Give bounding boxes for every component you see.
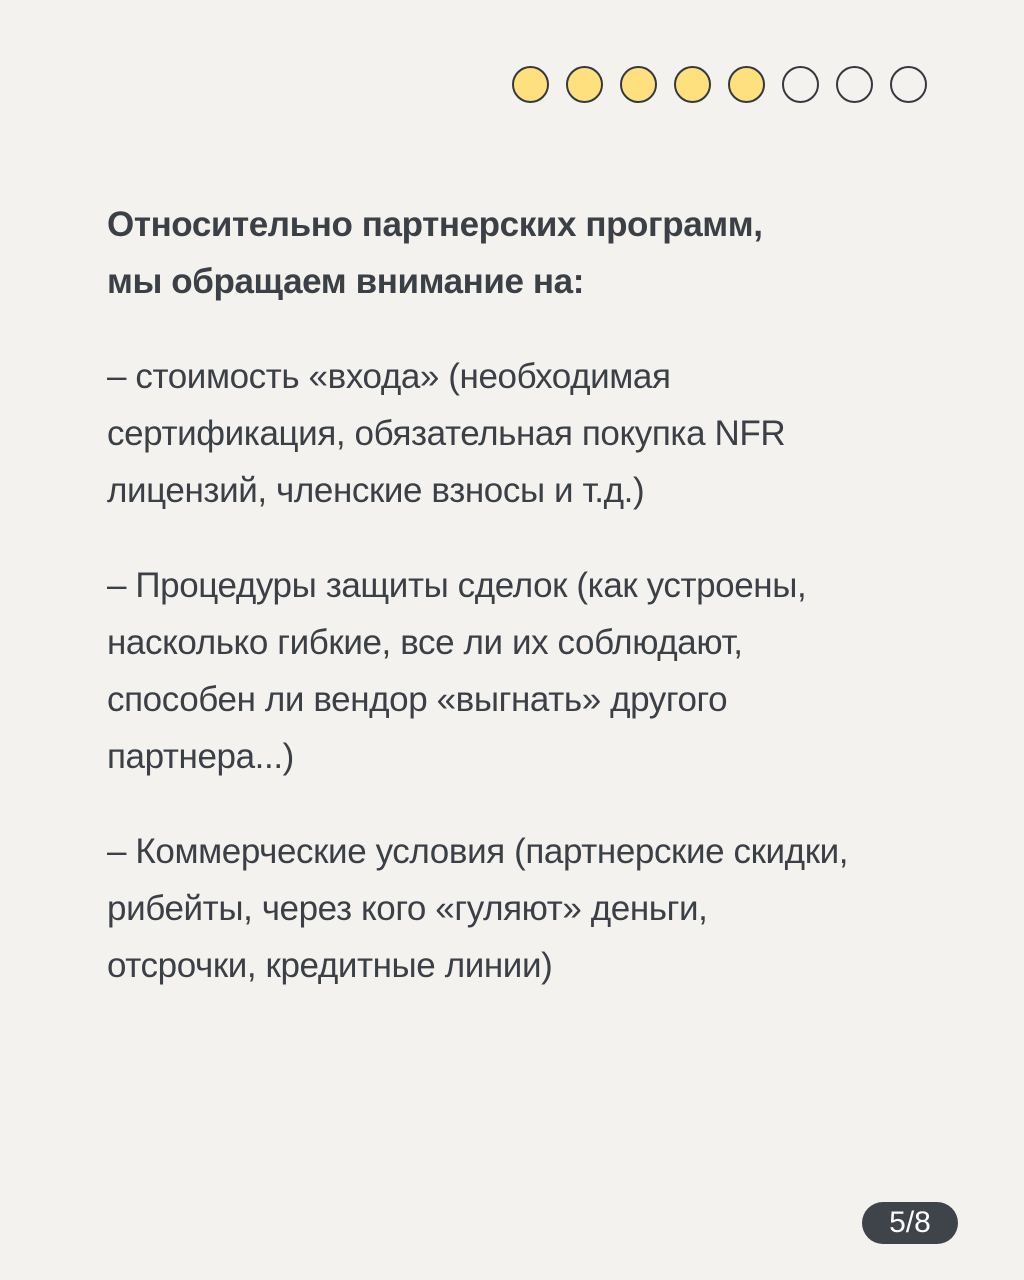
list-item-entry-cost: – стоимость «входа» (необходимая сертификация, обязательная покупка NFR лицензий, членские взносы и т.д.) xyxy=(107,357,786,510)
progress-dot-8 xyxy=(890,66,927,103)
progress-dots xyxy=(512,66,927,103)
progress-dot-4 xyxy=(674,66,711,103)
list-item-deal-protection: – Процедуры защиты сделок (как устроены, насколько гибкие, все ли их соблюдают, способен ли вендор «выгнать» другого партнера...) xyxy=(107,566,807,776)
slide-content xyxy=(107,196,937,1032)
slide-heading: Относительно партнерских программ, мы обращаем внимание на: xyxy=(107,205,763,301)
progress-dot-6 xyxy=(782,66,819,103)
page-indicator-badge: 5/8 xyxy=(862,1202,958,1244)
list-item-commercial-terms: – Коммерческие условия (партнерские скидки, рибейты, через кого «гуляют» деньги, отсрочки, кредитные линии) xyxy=(107,832,849,985)
progress-dot-2 xyxy=(566,66,603,103)
progress-dot-7 xyxy=(836,66,873,103)
progress-dot-3 xyxy=(620,66,657,103)
progress-dot-5 xyxy=(728,66,765,103)
progress-dot-1 xyxy=(512,66,549,103)
